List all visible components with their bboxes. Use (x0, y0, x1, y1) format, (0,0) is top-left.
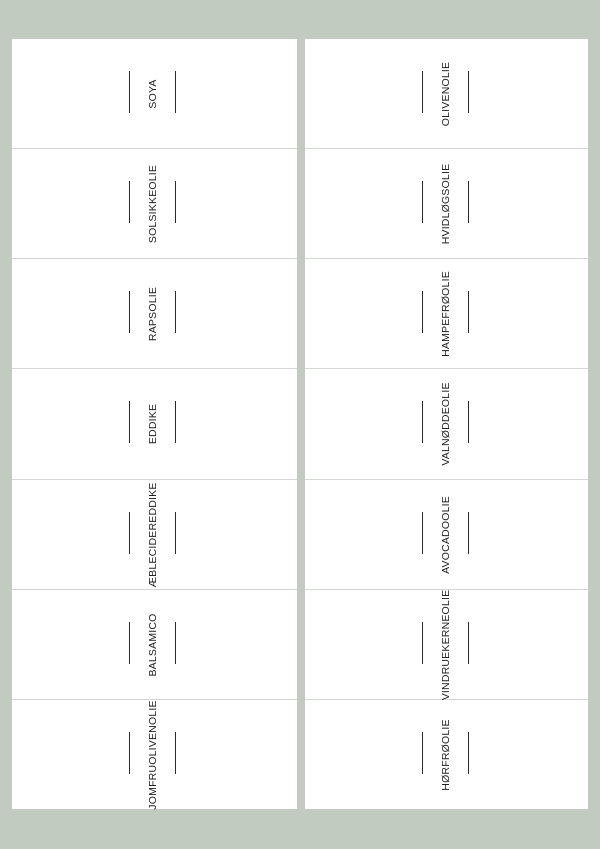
label-text: HØRFRØOLIE (440, 719, 452, 791)
label-text: EDDIKE (147, 404, 159, 445)
divider-line-left (422, 291, 423, 333)
label-card (305, 149, 588, 259)
label-text: AVOCADOOLIE (440, 495, 452, 574)
label-card (305, 480, 588, 590)
label-card (12, 369, 297, 479)
label-text: SOLSIKKEOLIE (147, 165, 159, 244)
label-text: VALNØDDEOLIE (440, 382, 452, 467)
label-card (12, 259, 297, 369)
divider-line-right (175, 512, 176, 554)
divider-line-right (468, 512, 469, 554)
label-text: VINDRUEKERNEOLIE (440, 589, 452, 700)
label-card (12, 39, 297, 149)
label-card (305, 39, 588, 149)
label-column-left (12, 39, 297, 809)
label-text: HVIDLØGSOLIE (440, 163, 452, 245)
label-text: JOMFRUOLIVENOLIE (147, 700, 159, 810)
divider-line-left (129, 512, 130, 554)
label-text: RAPSOLIE (147, 287, 159, 342)
divider-line-right (175, 622, 176, 664)
label-text: BALSAMICO (147, 613, 159, 677)
divider-line-left (129, 622, 130, 664)
divider-line-right (175, 401, 176, 443)
divider-line-right (468, 181, 469, 223)
divider-line-left (129, 181, 130, 223)
label-column-right (305, 39, 588, 809)
divider-line-left (422, 512, 423, 554)
divider-line-right (175, 71, 176, 113)
label-card (12, 480, 297, 590)
divider-line-left (129, 732, 130, 774)
label-text: HAMPEFRØOLIE (440, 271, 452, 358)
divider-line-left (422, 71, 423, 113)
label-text: ÆBLECIDEREDDIKE (147, 482, 159, 588)
divider-line-left (422, 732, 423, 774)
label-card (305, 700, 588, 809)
divider-line-right (175, 291, 176, 333)
divider-line-left (422, 181, 423, 223)
label-text: SOYA (147, 79, 159, 109)
label-card (12, 700, 297, 809)
label-card (305, 369, 588, 479)
divider-line-right (468, 401, 469, 443)
divider-line-right (468, 732, 469, 774)
divider-line-right (175, 181, 176, 223)
divider-line-right (468, 71, 469, 113)
label-card (12, 590, 297, 700)
divider-line-right (468, 291, 469, 333)
label-card (305, 590, 588, 700)
divider-line-left (422, 622, 423, 664)
divider-line-left (422, 401, 423, 443)
label-card (305, 259, 588, 369)
label-card (12, 149, 297, 259)
divider-line-left (129, 71, 130, 113)
label-text: OLIVENOLIE (440, 61, 452, 127)
divider-line-left (129, 291, 130, 333)
divider-line-left (129, 401, 130, 443)
divider-line-right (468, 622, 469, 664)
divider-line-right (175, 732, 176, 774)
